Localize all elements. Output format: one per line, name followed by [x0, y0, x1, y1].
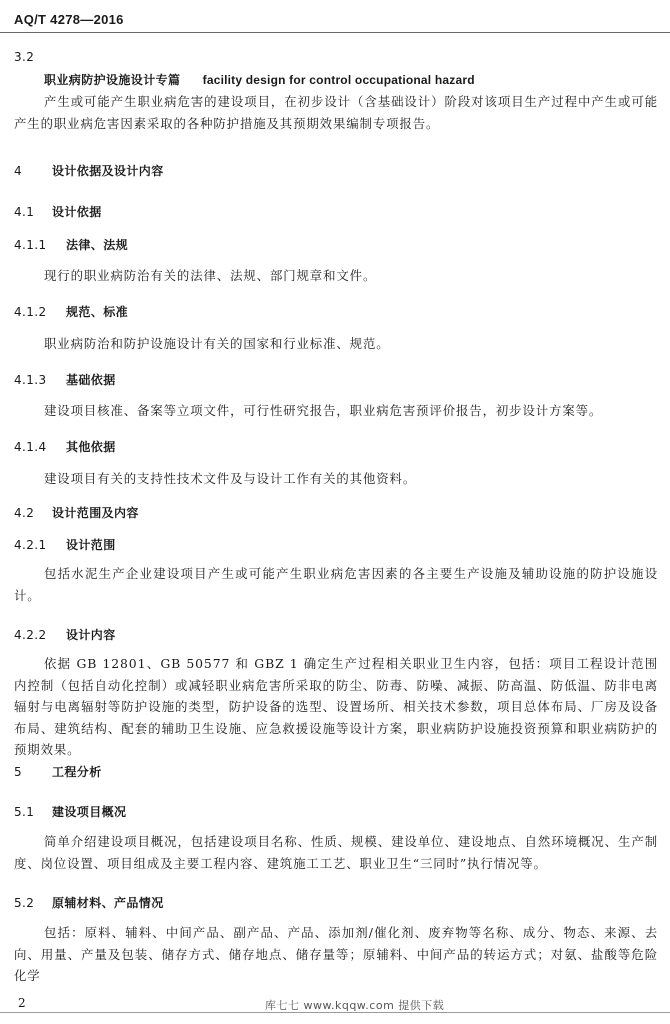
term-3-2-definition: 产生或可能产生职业病危害的建设项目，在初步设计（含基础设计）阶段对该项目生产过程中产生或可能产生的职业病危害因素采取的各种防护措施及其预期效果编制专项报告。 [14, 94, 658, 131]
section-4-1-2-title: 规范、标准 [66, 305, 129, 319]
section-4-2-1-heading: 4.2.1 设计范围 [14, 538, 116, 552]
section-5-1-title: 建设项目概况 [52, 805, 127, 819]
section-4-1-2-text: 职业病防治和防护设施设计有关的国家和行业标准、规范。 [44, 336, 390, 351]
section-4-1-2-heading: 4.1.2 规范、标准 [14, 305, 129, 319]
term-3-2 [44, 71, 475, 88]
section-4-2-2-heading: 4.2.2 设计内容 [14, 628, 116, 642]
section-4-1-4-title: 其他依据 [66, 440, 116, 454]
term-3-2-english: facility design for control occupational hazard [202, 73, 475, 87]
section-4-heading: 4 设计依据及设计内容 [14, 164, 164, 178]
section-4-1-4-heading: 4.1.4 其他依据 [14, 440, 116, 454]
page-number: 2 [18, 996, 26, 1010]
term-3-2-chinese: 职业病防护设施设计专篇 [44, 73, 181, 87]
header-rule [0, 32, 670, 33]
section-4-1-1-title: 法律、法规 [66, 238, 129, 252]
section-5-1-text: 简单介绍建设项目概况，包括建设项目名称、性质、规模、建设单位、建设地点、自然环境概况、生产制度、岗位设置、项目组成及主要工程内容、建筑施工工艺、职业卫生“三同时”执行情况等。 [14, 834, 658, 871]
section-4-1-title: 设计依据 [52, 205, 102, 219]
section-4-2-1-title: 设计范围 [66, 538, 116, 552]
section-4-1-3-text: 建设项目核准、备案等立项文件，可行性研究报告，职业病危害预评价报告，初步设计方案等。 [44, 403, 603, 418]
section-5-title: 工程分析 [52, 765, 102, 779]
section-4-2-title: 设计范围及内容 [52, 506, 139, 520]
section-5-2-title: 原辅材料、产品情况 [52, 896, 164, 910]
section-4-2-2-title: 设计内容 [66, 628, 116, 642]
section-3-2-number: 3.2 [14, 50, 35, 64]
section-4-1-heading: 4.1 设计依据 [14, 205, 102, 219]
download-watermark: 库七七 www.kqqw.com 提供下载 [265, 999, 445, 1012]
section-4-title: 设计依据及设计内容 [52, 164, 164, 178]
section-4-2-heading: 4.2 设计范围及内容 [14, 506, 139, 520]
section-5-2-heading: 5.2 原辅材料、产品情况 [14, 896, 164, 910]
standard-code: AQ/T 4278—2016 [14, 12, 124, 27]
section-4-2-1-text: 包括水泥生产企业建设项目产生或可能产生职业病危害因素的各主要生产设施及辅助设施的防护设施设计。 [14, 566, 658, 603]
section-4-1-3-title: 基础依据 [66, 373, 116, 387]
section-4-2-2-text: 依据 GB 12801、GB 50577 和 GBZ 1 确定生产过程相关职业卫生内容，包括：项目工程设计范围内控制（包括自动化控制）或减轻职业病危害所采取的防尘、防毒、防噪、减振、防高温、防低温、防非电离辐射与电离辐射等防护设施的类型，防护设备的选型、设置场所、相关技术参数，项目总体布局、厂房及设备布局、建筑结构、配套的辅助卫生设施、应急救援设施等设计方案，职业病防护设施投资预算和职业病防护的预期效果。 [14, 656, 658, 757]
section-5-2-text: 包括：原料、辅料、中间产品、副产品、产品、添加剂/催化剂、废弃物等名称、成分、物态、来源、去向、用量、产量及包装、储存方式、储存地点、储存量等；原辅料、中间产品的转运方式；对氨、盐酸等危险化学 [14, 925, 658, 983]
section-4-1-3-heading: 4.1.3 基础依据 [14, 373, 116, 387]
section-5-1-heading: 5.1 建设项目概况 [14, 805, 127, 819]
section-4-1-1-heading: 4.1.1 法律、法规 [14, 238, 129, 252]
footer-rule [0, 1012, 670, 1013]
section-4-1-4-text: 建设项目有关的支持性技术文件及与设计工作有关的其他资料。 [44, 471, 417, 486]
section-4-1-1-text: 现行的职业病防治有关的法律、法规、部门规章和文件。 [44, 268, 377, 283]
section-5-heading: 5 工程分析 [14, 765, 102, 779]
